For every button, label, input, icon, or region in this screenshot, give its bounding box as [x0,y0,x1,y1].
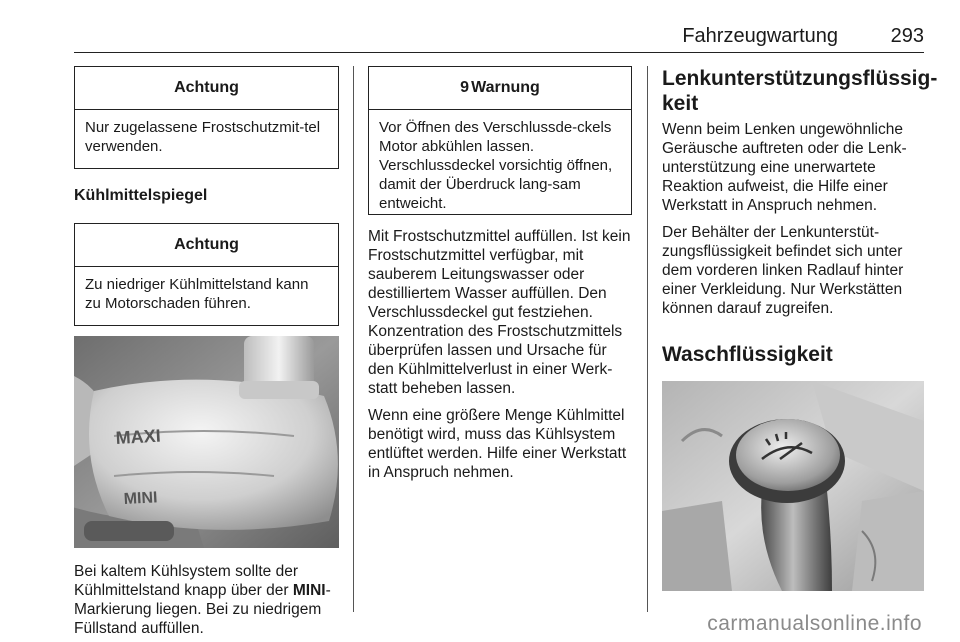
caution-text: Zu niedriger Kühlmittelstand kann zu Motorschaden führen. [85,276,309,312]
section-heading: Waschflüssigkeit [662,343,833,366]
mini-bold-label: MINI [292,582,326,599]
column-divider [647,66,648,612]
mini-mark-label: MINI [123,489,158,508]
text-segment: Bei kaltem Kühlsystem sollte der Kühlmittelstand knapp über der [74,563,298,599]
column-middle [368,66,632,482]
coolant-level-text [74,562,339,638]
coolant-reservoir-image [74,336,339,548]
washer-fluid-image [662,381,924,591]
caution-box [74,66,339,169]
page-number: 293 [890,25,924,47]
warning-heading [369,67,631,110]
section-heading: Lenkunterstützungsflüssig-keit [662,67,938,115]
warning-box [368,66,632,215]
warning-text: Vor Öffnen des Verschlussde-ckels Motor abkühlen lassen. Verschlussdeckel vorsichtig öffnen, damit der Überdruck lang-sam entweicht. [379,119,613,212]
watermark: carmanualsonline.info [707,612,922,635]
body-paragraph: Wenn beim Lenken ungewöhnliche Geräusche auftreten oder die Lenk-unterstützung eine unerwartete Reaktion aufweist, die Hilfe einer Werkstatt in Anspruch nehmen. [662,121,907,214]
caution-heading: Achtung [75,67,338,110]
caution-box [74,223,339,326]
column-right [662,66,938,591]
warning-heading-text: Warnung [471,79,540,96]
column-divider [353,66,354,612]
caution-text: Nur zugelassene Frostschutzmit-tel verwenden. [85,119,321,155]
page-header [74,22,924,53]
body-paragraph: Der Behälter der Lenkunterstüt-zungsflüssigkeit befindet sich unter dem vorderen linken Radlauf hinter einer Verkleidung. Nur Werkstätten können darauf zugreifen. [662,224,904,317]
body-paragraph: Mit Frostschutzmittel auffüllen. Ist kein Frostschutzmittel verfügbar, mit sauberem Leitungswasser oder destilliertem Wasser auffüllen. Den Verschlussdeckel gut festziehen. Konzentration des Frostschutzmittels überprüfen lassen und Ursache für den Kühlmittelverlust in einer Werk-statt beheben lassen. [368,228,631,397]
text-segment: -Markierung liegen. Bei zu niedrigem Füllstand auffüllen. [74,582,331,637]
caution-heading: Achtung [75,224,338,267]
page-title: Fahrzeugwartung [682,25,838,47]
column-left [74,66,339,638]
warning-icon: 9 [460,79,470,96]
body-paragraph: Wenn eine größere Menge Kühlmittel benötigt wird, muss das Kühlsystem entlüftet werden. Hilfe einer Werkstatt in Anspruch nehmen. [368,407,627,481]
maxi-mark-label: MAXI [115,425,162,448]
section-title: Kühlmittelspiegel [74,187,208,204]
